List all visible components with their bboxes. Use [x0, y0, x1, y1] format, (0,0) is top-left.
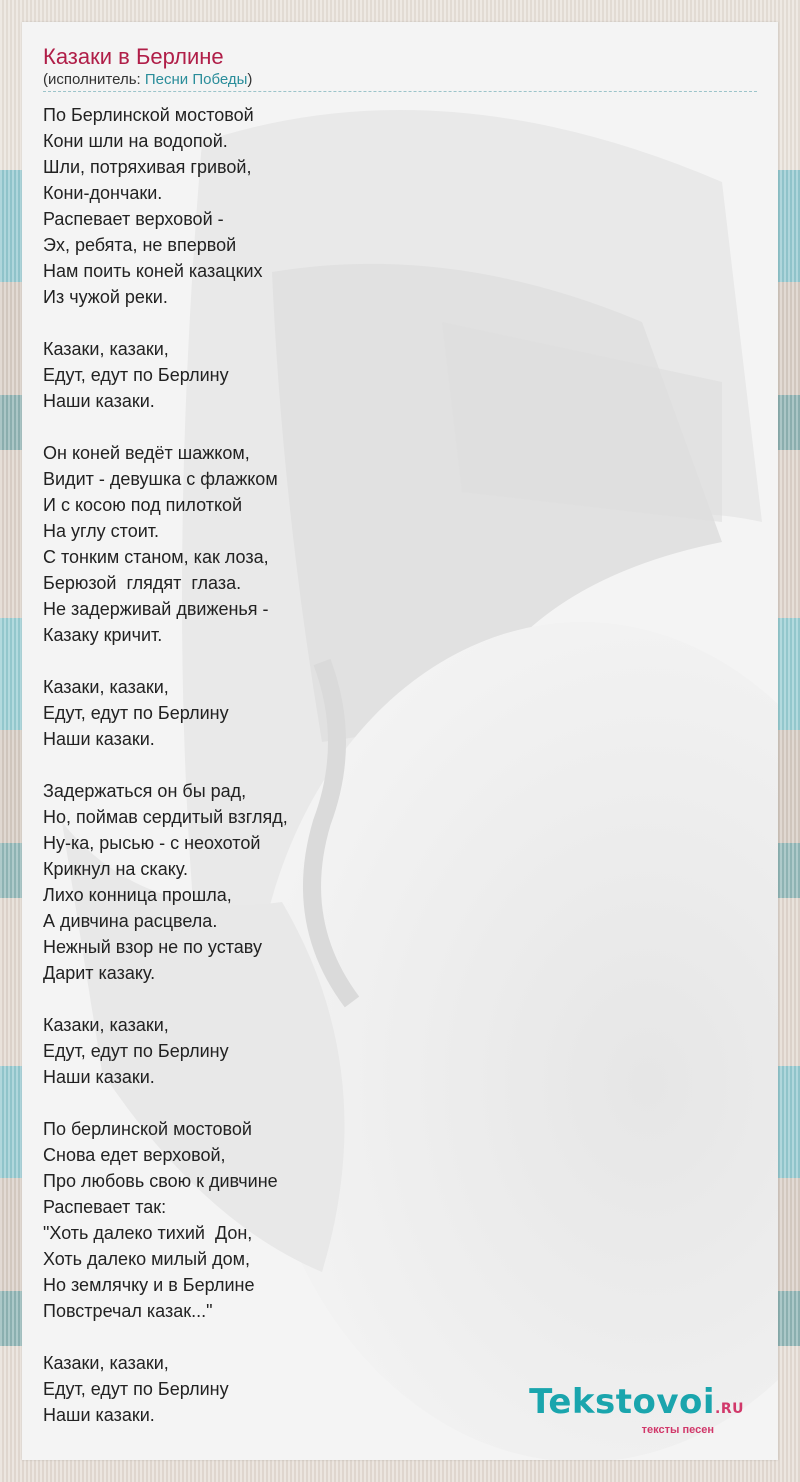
lyric-line: Повстречал казак..." — [43, 1301, 213, 1321]
stanza — [43, 1116, 757, 1324]
lyric-line: Нежный взор не по уставу — [43, 937, 262, 957]
logo-name: Tekstovoi — [529, 1382, 716, 1422]
lyric-line: Едут, едут по Берлину — [43, 1041, 229, 1061]
lyric-line: Крикнул на скаку. — [43, 859, 188, 879]
lyric-line: Но землячку и в Берлине — [43, 1275, 255, 1295]
lyric-line: Наши казаки. — [43, 391, 155, 411]
stanza — [43, 102, 757, 310]
lyric-line: Из чужой реки. — [43, 287, 168, 307]
lyric-line: Распевает верховой - — [43, 209, 224, 229]
stanza — [43, 674, 757, 752]
lyric-line: Казаки, казаки, — [43, 339, 169, 359]
lyric-line: Казаки, казаки, — [43, 1015, 169, 1035]
lyric-line: Казаку кричит. — [43, 625, 163, 645]
stanza — [43, 440, 757, 648]
lyric-line: Едут, едут по Берлину — [43, 1379, 229, 1399]
lyric-line: И с косою под пилоткой — [43, 495, 243, 515]
lyric-line: "Хоть далеко тихий Дон, — [43, 1223, 253, 1243]
lyric-line: Видит - девушка с флажком — [43, 469, 278, 489]
lyric-line: Лихо конница прошла, — [43, 885, 232, 905]
lyric-line: Наши казаки. — [43, 729, 155, 749]
artist-line — [43, 71, 757, 92]
stanza — [43, 1012, 757, 1090]
lyric-line: Нам поить коней казацких — [43, 261, 263, 281]
lyric-line: Наши казаки. — [43, 1067, 155, 1087]
lyric-line: Но, поймав сердитый взгляд, — [43, 807, 288, 827]
lyric-line: Хоть далеко милый дом, — [43, 1249, 250, 1269]
lyric-line: Распевает так: — [43, 1197, 167, 1217]
stanza — [43, 778, 757, 986]
lyric-line: Наши казаки. — [43, 1405, 155, 1425]
lyric-line: На углу стоит. — [43, 521, 160, 541]
lyric-line: Ну-ка, рысью - с неохотой — [43, 833, 261, 853]
lyric-line: Снова едет верховой, — [43, 1145, 226, 1165]
lyric-line: Дарит казаку. — [43, 963, 156, 983]
lyrics-body — [43, 102, 757, 1428]
lyric-line: Кони шли на водопой. — [43, 131, 228, 151]
content — [43, 44, 757, 1454]
lyric-line: Казаки, казаки, — [43, 1353, 169, 1373]
lyric-line: Задержаться он бы рад, — [43, 781, 247, 801]
lyric-line: Шли, потряхивая гривой, — [43, 157, 252, 177]
logo-tagline: тексты песен — [641, 1424, 714, 1436]
artist-link[interactable]: Песни Победы — [144, 71, 248, 88]
lyrics-card — [22, 22, 778, 1460]
lyric-line: По берлинской мостовой — [43, 1119, 252, 1139]
lyric-line: Не задерживай движенья - — [43, 599, 269, 619]
lyric-line: Едут, едут по Берлину — [43, 365, 229, 385]
lyric-line: А дивчина расцвела. — [43, 911, 218, 931]
logo-domain: .RU — [715, 1401, 744, 1417]
lyric-line: Он коней ведёт шажком, — [43, 443, 250, 463]
lyric-line: С тонким станом, как лоза, — [43, 547, 269, 567]
song-title: Казаки в Берлине — [43, 44, 224, 69]
lyric-line: Берюзой глядят глаза. — [43, 573, 242, 593]
lyric-line: Кони-дончаки. — [43, 183, 163, 203]
lyric-line: Едут, едут по Берлину — [43, 703, 229, 723]
lyric-line: Эх, ребята, не впервой — [43, 235, 237, 255]
artist-suffix: ) — [247, 71, 253, 88]
lyric-line: Про любовь свою к дивчине — [43, 1171, 278, 1191]
lyric-line: Казаки, казаки, — [43, 677, 169, 697]
artist-prefix: (исполнитель: — [43, 71, 145, 88]
site-logo[interactable] — [529, 1382, 744, 1436]
stanza — [43, 336, 757, 414]
lyric-line: По Берлинской мостовой — [43, 105, 254, 125]
